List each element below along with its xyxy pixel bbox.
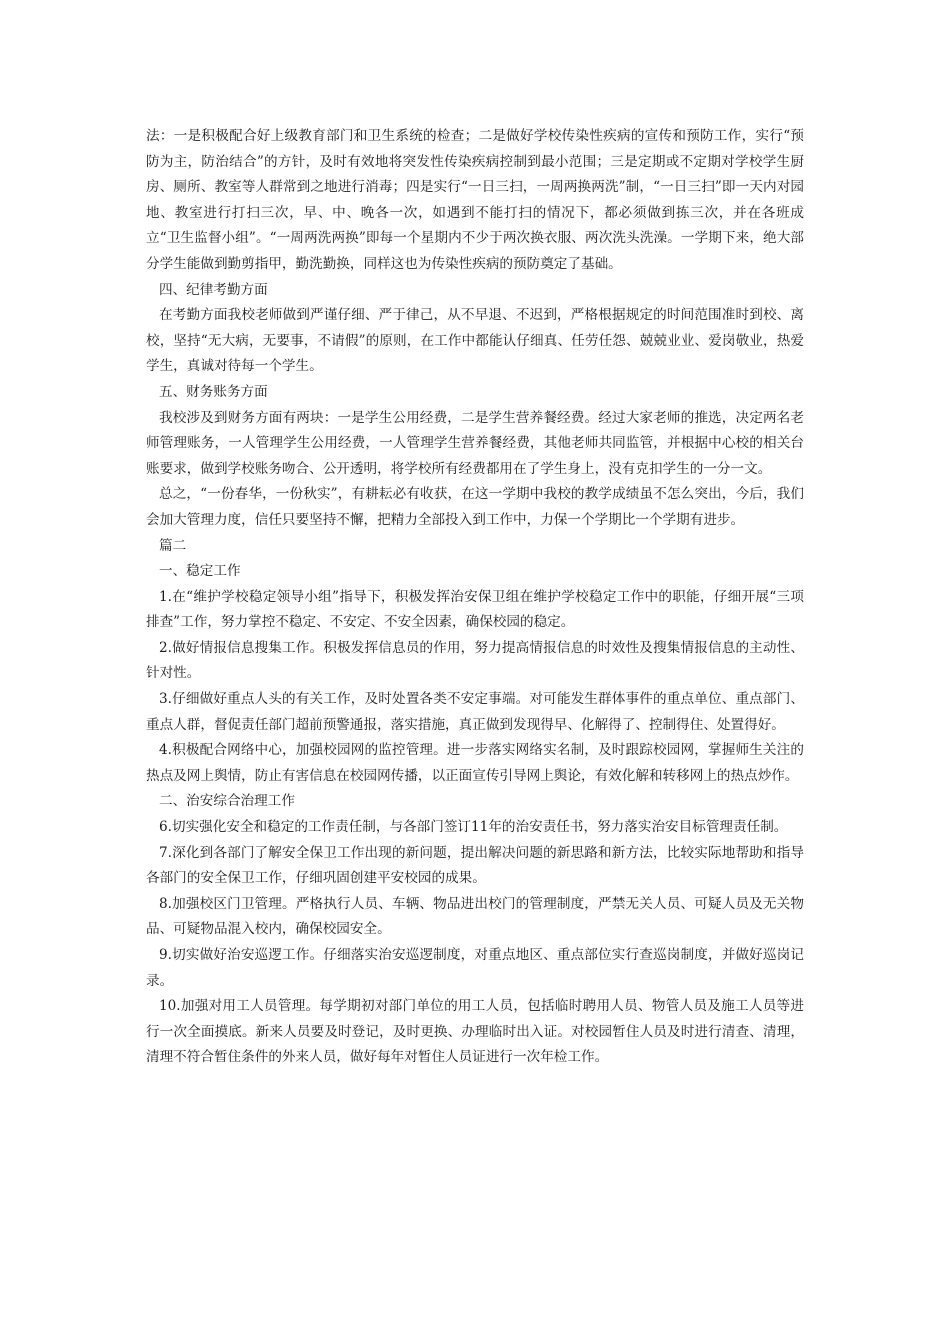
list-item-1: 1.在“维护学校稳定领导小组”指导下，积极发挥治安保卫组在维护学校稳定工作中的职能，仔细开展“三项排查”工作，努力掌控不稳定、不安定、不安全因素，确保校园的稳定。: [146, 588, 804, 631]
section-heading-discipline: 四、纪律考勤方面: [159, 281, 268, 298]
paragraph-attendance: 在考勤方面我校老师做到严谨仔细、严于律己，从不早退、不迟到，严格根据规定的时间范围准时到校、离校，坚持“无大病，无要事，不请假”的原则，在工作中都能认仔细真、任劳任怨、兢兢业业、爱岗敬业，热爱学生，真诚对待每一个学生。: [146, 307, 804, 375]
section-heading-stability: 一、稳定工作: [159, 563, 241, 580]
section-heading-finance: 五、财务账务方面: [159, 383, 268, 400]
list-item-8: 8.加强校区门卫管理。严格执行人员、车辆、物品进出校门的管理制度，严禁无关人员、可疑人员及无关物品、可疑物品混入校内，确保校园安全。: [146, 895, 804, 938]
list-item-10: 10.加强对用工人员管理。每学期初对部门单位的用工人员，包括临时聘用人员、物管人员及施工人员等进行一次全面摸底。新来人员要及时登记，及时更换、办理临时出入证。对校园暂住人员及时进行清查、清理，清理不符合暂住条件的外来人员，做好每年对暂住人员证进行一次年检工作。: [146, 998, 804, 1066]
section-heading-security: 二、治安综合治理工作: [159, 793, 295, 810]
list-item-4: 4.积极配合网络中心，加强校园网的监控管理。进一步落实网络实名制，及时跟踪校园网，掌握师生关注的热点及网上舆情，防止有害信息在校园网传播，以正面宣传引导网上舆论，有效化解和转移网上的热点炒作。: [146, 742, 804, 784]
list-item-9: 9.切实做好治安巡逻工作。仔细落实治安巡逻制度，对重点地区、重点部位实行查巡岗制度，并做好巡岗记录。: [146, 947, 804, 989]
paragraph-finance: 我校涉及到财务方面有两块：一是学生公用经费，二是学生营养餐经费。经过大家老师的推选，决定两名老师管理账务，一人管理学生公用经费，一人管理学生营养餐经费，其他老师共同监管，并根据中心校的相关台账要求，做到学校账务吻合、公开透明，将学校所有经费都用在了学生身上，没有克扣学生的一分一文。: [146, 409, 804, 477]
document-page: [146, 124, 804, 1071]
list-item-6: 6.切实强化安全和稳定的工作责任制，与各部门签订11年的治安责任书，努力落实治安目标管理责任制。: [159, 819, 788, 836]
paragraph-summary: 总之，“一份春华，一份秋实”，有耕耘必有收获，在这一学期中我校的教学成绩虽不怎么突出，今后，我们会加大管理力度，信任只要坚持不懈，把精力全部投入到工作中，力保一个学期比一个学期有进步。: [146, 486, 804, 528]
section-heading-part-two: 篇二: [159, 537, 187, 554]
list-item-2: 2.做好情报信息搜集工作。积极发挥信息员的作用，努力提高情报信息的时效性及搜集情报信息的主动性、针对性。: [146, 639, 804, 682]
list-item-7: 7.深化到各部门了解安全保卫工作出现的新问题，提出解决问题的新思路和新方法，比较实际地帮助和指导各部门的安全保卫工作，仔细巩固创建平安校园的成果。: [146, 844, 804, 887]
list-item-3: 3.仔细做好重点人头的有关工作，及时处置各类不安定事端。对可能发生群体事件的重点单位、重点部门、重点人群，督促责任部门超前预警通报，落实措施，真正做到发现得早、化解得了、控制得住、处置得好。: [146, 691, 804, 733]
paragraph-hygiene-methods: 法：一是积极配合好上级教育部门和卫生系统的检查；二是做好学校传染性疾病的宣传和预防工作，实行“预防为主，防治结合”的方针，及时有效地将突发性传染疾病控制到最小范围；三是定期或不定期对学校学生厨房、厕所、教室等人群常到之地进行消毒；四是实行“一日三扫，一周两换两洗”制，“一日三扫”即一天内对园地、教室进行打扫三次，早、中、晚各一次，如遇到不能打扫的情况下，都必须做到拣三次，并在各班成立“卫生监督小组”。“一周两洗两换”即每一个星期内不少于两次换衣服、两次洗头洗澡。一学期下来，绝大部分学生能做到勤剪指甲，勤洗勤换，同样这也为传染性疾病的预防奠定了基础。: [146, 128, 804, 272]
